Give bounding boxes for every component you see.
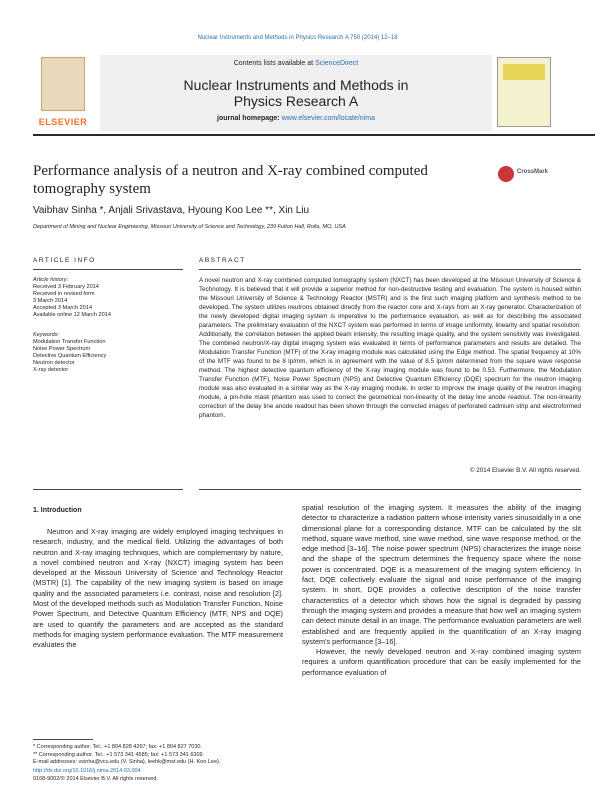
journal-cover-thumbnail [497,57,551,127]
abstract-bottom-rule [199,489,581,490]
article-title [33,162,473,198]
journal-title [100,77,492,109]
homepage-line [100,115,492,122]
author-list: Vaibhav Sinha *, Anjali Srivastava, Hyoung Koo Lee **, Xin Liu [33,205,310,216]
crossmark-button[interactable] [498,166,568,182]
article-info-heading: ARTICLE INFO [33,257,96,264]
header-divider [33,134,595,136]
history-item: 3 March 2014 [33,298,68,305]
history-item: Received in revised form [33,291,95,298]
intro-right-column [302,503,581,678]
homepage-label: journal homepage: [217,115,280,122]
introduction-heading: 1. Introduction [33,507,82,514]
article-history [33,277,193,320]
contents-prefix: Contents lists available at [233,60,316,67]
footnotes [33,743,293,759]
footnote-author-1: * Corresponding author. Tel.: +1 804 828 4267; fax: +1 804 827 7030. [33,744,203,750]
elsevier-logo [33,57,93,127]
doi-link[interactable]: http://dx.doi.org/10.1016/j.nima.2014.03.004 [33,768,141,774]
keyword-item: Modulation Transfer Function [33,339,106,346]
affiliation: Department of Mining and Nuclear Engineering, Missouri University of Science and Technology, 239 Fulton Hall, Rolla, MO, USA [33,224,346,230]
history-item: Received 3 February 2014 [33,284,99,291]
journal-title-line2: Physics Research A [233,93,359,109]
crossmark-icon [498,166,514,182]
email-line: E-mail addresses: vsinha@vcu.edu (V. Sinha), leehk@mst.edu (H. Koo Lee). [33,759,221,765]
elsevier-tree-icon [41,57,85,111]
contents-line [100,60,492,67]
history-item: Available online 12 March 2014 [33,312,111,319]
keyword-item: Neutron detector [33,360,75,367]
abstract-rule [199,269,581,270]
journal-title-line1: Nuclear Instruments and Methods in [183,77,409,93]
homepage-link[interactable]: www.elsevier.com/locate/nima [281,115,375,122]
abstract-text: A novel neutron and X-ray combined computed tomography system (NXCT) has been developed at the Missouri University of Science & Technology. It is believed that it will provide a superior method for non-destructive testing and evaluation. The system is housed within the Missouri University of Science & Technology Reactor (MSTR) and is the first such imaging platform and synthesis method to be developed. The system utilizes neutrons obtained directly from the reactor core and X-rays from an X-ray generator. Characterization of the newly developed digital imaging system is imperative to the performance evaluation, as well as for describing the associated parameters. The preliminary evaluation of the NXCT system was performed in terms of image uniformity, linearity and spatial resolution. Additionally, the correlation between the applied beam intensity, the resulting image quality, and the system sensitivity was investigated. The combined neutron/X-ray digital imaging system was evaluated in terms of performance parameters and results are detailed. The Modulation Transfer Function (MTF) of the X-ray imaging module was calculated using the Edge method. The spatial frequency at 10% of the MTF was found to be 8 lp/mm, which is in agreement with the value of 8.5 lp/mm determined from the square wave response method. The highest detective quantum efficiency of the X-ray imaging module was found to be 0.53. Furthermore, the Modulation Transfer Function (MTF), Noise Power Spectrum (NPS) and Detective Quantum Efficiency (DQE) spectrum for the neutron imaging module was also evaluated in a similar way as the X-ray imaging module. In order to improve the image quality of the neutron imaging module, a pin-hole mask phantom was used to correct the geometrical non-linearity of the delay line anode readout. The non-linearity correction of the delay line anode readout has been shown through the corrected images of perforated cadmium strip and electroformed phantom. [199,277,581,419]
issn-line: 0168-9002/© 2014 Elsevier B.V. All rights reserved. [33,776,158,782]
keyword-item: X-ray detector [33,367,69,374]
footnote-author-2: ** Corresponding author. Tel.: +1 573 341 4585; fax: +1 573 341 6309. [33,752,205,758]
sciencedirect-link[interactable]: ScienceDirect [315,60,359,67]
intro-right-paragraph: However, the newly developed neutron and X-ray combined imaging system requires a uniform quantification procedure that can be easily implemented for the performance evaluation of [302,647,581,677]
elsevier-wordmark: ELSEVIER [38,117,88,127]
abstract-heading: ABSTRACT [199,257,246,264]
history-label: Article history: [33,277,69,283]
intro-left-column: Neutron and X-ray imaging are widely employed imaging techniques in research, industry, and the medical field. Utilizing the advantages of both neutron and X-ray imaging techniques, which are complementary by nature, a novel combined neutron and X-ray (NXCT) imaging system has been developed at the Missouri University of Science and Technology Reactor (MSTR) [1]. The capability of the new imaging system is based on image quality and the associated parameters i.e. contrast, noise and resolution [2]. Most of the developed methods such as Modulation Transfer Function, Noise Power Spectrum, and Detective Quantum Efficiency (MTF, NPS and DQE) are used to quantify the parameters and are accepted as the standard methods for imaging system performance evaluation. The MTF measurement evaluates the [33,527,283,650]
crossmark-label: CrossMark [517,169,549,175]
keyword-item: Noise Power Spectrum [33,346,91,353]
footnote-divider [33,739,93,740]
keyword-item: Detective Quantum Efficiency [33,353,107,360]
article-title-line2: tomography system [33,181,151,197]
intro-right-paragraph: spatial resolution of the imaging system. It measures the ability of the imaging detector to characterize a radiation pattern whose intensity varies sinusoidally in a one dimensional plane for a corresponding distance. MTF can be calculated by the slit method, square wave method, sine wave method, sine wave response method, or the edge method [3–16]. The noise power spectrum (NPS) characterizes the image noise and the shape of the spectrum determines the frequency space where the noise power is concentrated. DQE is a measurement of the imaging system efficiency. In fact, DQE collectively evaluate the signal and noise performance of the imaging system. In short, DQE provides a collective description of the noise transfer characteristics of a detector which shows how the signal is degraded by passing through the imaging system and provides a measure that how well an imaging system can detect minute detail in an image. The performance evaluation parameters are well established and are frequently applied in the quantification of an X-ray imaging system's performance [3–16]. [302,503,581,646]
keywords-label: Keywords: [33,332,60,338]
abstract-copyright: © 2014 Elsevier B.V. All rights reserved. [469,467,581,474]
journal-cover-band [503,64,545,80]
article-info-bottom-rule [33,489,183,490]
keywords [33,332,193,375]
journal-citation-link[interactable]: Nuclear Instruments and Methods in Physics Research A 750 (2014) 12–18 [197,35,398,41]
article-title-line1: Performance analysis of a neutron and X-ray combined computed [33,163,428,179]
article-info-rule [33,269,183,270]
history-item: Accepted 3 March 2014 [33,305,93,312]
